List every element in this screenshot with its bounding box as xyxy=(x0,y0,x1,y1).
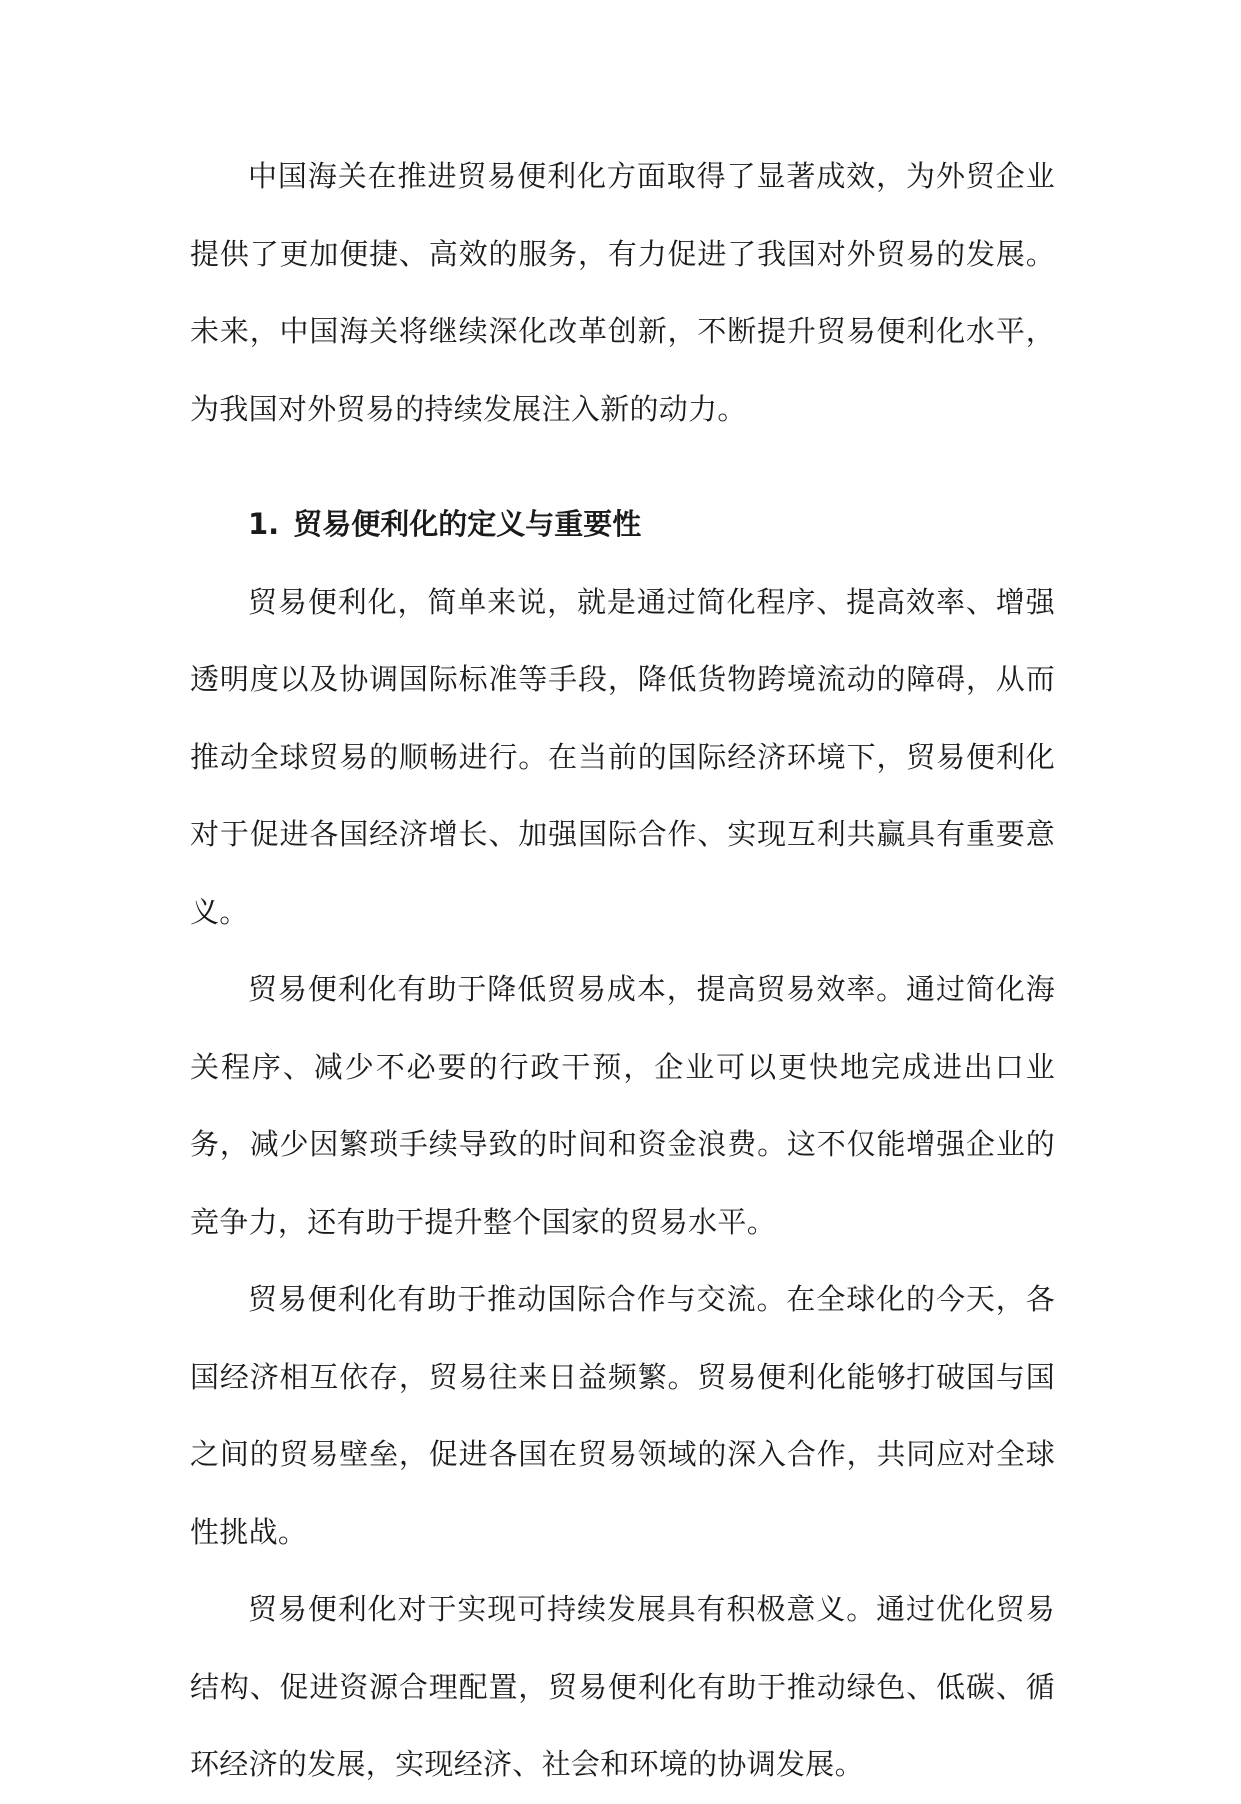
body-paragraph: 贸易便利化有助于降低贸易成本，提高贸易效率。通过简化海关程序、减少不必要的行政干预，企业可以更快地完成进出口业务，减少因繁琐手续导致的时间和资金浪费。这不仅能增强企业的竞争力，还有助于提升整个国家的贸易水平。 xyxy=(190,972,1055,1239)
section-heading xyxy=(190,486,1055,564)
intro-paragraph: 中国海关在推进贸易便利化方面取得了显著成效，为外贸企业提供了更加便捷、高效的服务，有力促进了我国对外贸易的发展。未来，中国海关将继续深化改革创新，不断提升贸易便利化水平，为我国对外贸易的持续发展注入新的动力。 xyxy=(190,159,1055,426)
body-paragraph: 贸易便利化有助于推动国际合作与交流。在全球化的今天，各国经济相互依存，贸易往来日益频繁。贸易便利化能够打破国与国之间的贸易壁垒，促进各国在贸易领域的深入合作，共同应对全球性挑战。 xyxy=(190,1282,1055,1549)
section-number: 1. xyxy=(248,507,280,541)
body-paragraph: 贸易便利化，简单来说，就是通过简化程序、提高效率、增强透明度以及协调国际标准等手段，降低货物跨境流动的障碍，从而推动全球贸易的顺畅进行。在当前的国际经济环境下，贸易便利化对于促进各国经济增长、加强国际合作、实现互利共赢具有重要意义。 xyxy=(190,584,1055,929)
section-title: 贸易便利化的定义与重要性 xyxy=(293,507,642,541)
document-body xyxy=(190,138,1055,1804)
body-paragraph: 贸易便利化对于实现可持续发展具有积极意义。通过优化贸易结构、促进资源合理配置，贸易便利化有助于推动绿色、低碳、循环经济的发展，实现经济、社会和环境的协调发展。 xyxy=(190,1592,1055,1781)
